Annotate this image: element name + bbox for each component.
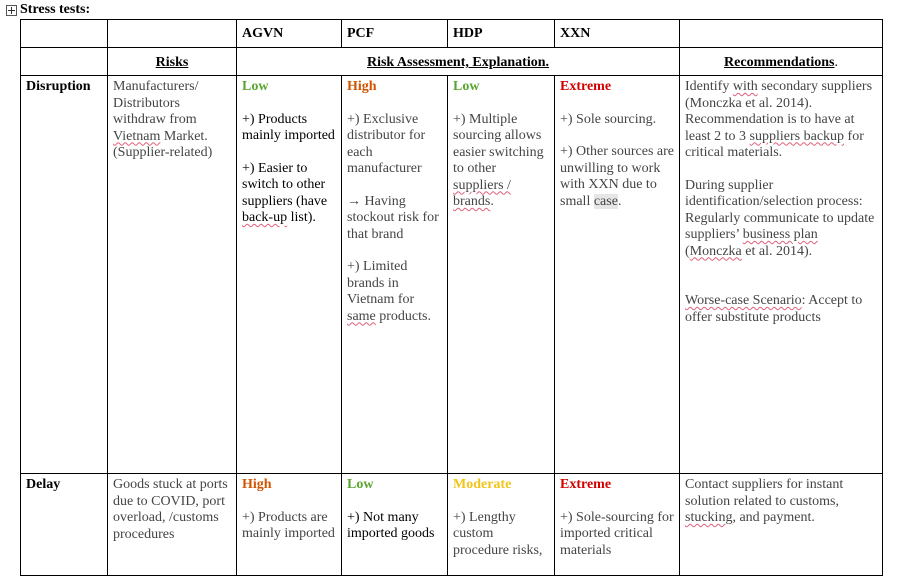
section-title-text: Stress tests: [20,2,91,17]
delay-pcf-note-1: +) Not many imported goods [347,509,435,541]
disruption-hdp-level: Low [453,79,480,94]
rec-1-e: for critical materials. [685,128,864,160]
row-label-delay[interactable]: Delay [21,474,108,576]
disruption-hdp-note-1 [453,112,549,211]
subheader-risks[interactable]: Risks [108,48,237,76]
subheader-recommendations-dot: . [834,55,838,70]
disruption-xxn-level: Extreme [560,79,612,94]
rec-2-business-plan: business plan [742,227,818,242]
pcf-note-3-text: +) Limited brands in Vietnam for [347,259,415,307]
delay-pcf-cell[interactable] [342,474,448,576]
xxn-note-2-case: case [593,193,618,209]
disruption-pcf-cell[interactable] [342,76,448,474]
subheader-cell-empty[interactable] [21,48,108,76]
disruption-risk-vietnam: Vietnam [113,128,161,144]
table-subheader-row [21,48,883,76]
disruption-agvn-level: Low [242,79,269,94]
subheader-recommendations[interactable] [680,48,883,76]
disruption-risk-text: Manufacturers/ Distributors withdraw from [113,79,199,127]
delay-hdp-level: Moderate [453,477,512,492]
delay-hdp-cell[interactable] [448,474,555,576]
disruption-rec-3 [685,293,877,326]
table-header-row [21,20,883,48]
delay-rec-stucking: stucking [685,510,733,525]
rec-2-e: et al. 2014). [741,243,813,259]
rec-1-c: secondary suppliers (Monczka et al. 2014). Recommendation is to have at least 2 to 3 [685,79,873,144]
section-title [6,2,90,18]
delay-risk-cell[interactable]: Goods stuck at ports due to COVID, port overload, /customs procedures [108,474,237,576]
rec-1-suppliers-backup: suppliers backup [749,128,845,144]
disruption-xxn-note-1: +) Sole sourcing. [560,111,657,127]
header-xxn[interactable]: XXN [555,20,680,48]
pcf-note-3-same: same [347,308,376,324]
delay-agvn-level: High [242,477,272,492]
delay-recommendation-cell[interactable] [680,474,883,576]
subheader-recommendations-text: Recommendations [724,55,835,70]
delay-xxn-note-1: +) Sole-sourcing for imported critical materials [560,509,674,558]
disruption-recommendation-cell[interactable] [680,76,883,474]
subheader-risk-assessment[interactable]: Risk Assessment, Explanation. [237,48,680,76]
hdp-note-1-end: . [490,194,494,209]
row-label-disruption[interactable]: Disruption [21,76,108,474]
rec-1-a: Identify [685,79,733,94]
xxn-note-2-end: . [617,193,622,209]
delay-agvn-note-1: +) Products are mainly imported [242,509,335,541]
disruption-risk-cell[interactable] [108,76,237,474]
disruption-agvn-cell[interactable] [237,76,342,474]
header-cell-empty-2[interactable] [108,20,237,48]
disruption-pcf-note-2: → Having stockout risk for that brand [347,193,439,242]
disruption-rec-1 [685,79,877,162]
pcf-note-3-end: products. [375,308,431,324]
hdp-note-1-suppliers: suppliers / brands [453,177,511,209]
table-row-delay [21,474,883,576]
header-cell-empty-3[interactable] [680,20,883,48]
table-row-disruption [21,76,883,474]
delay-rec-c: , and payment. [732,510,815,525]
xxn-note-2-text: +) Other sources are unwilling to work with XXN due to small [560,144,675,209]
delay-xxn-cell[interactable] [555,474,680,576]
stress-test-table [20,19,883,576]
disruption-risk-text-end: Market. (Supplier-related) [113,128,213,160]
rec-2-c: ( [685,243,690,259]
rec-2-a: During supplier identification/selection process: Regularly communicate to update suppliers’ [685,177,875,242]
delay-xxn-level: Extreme [560,477,612,492]
rec-2-monczka: Monczka [689,243,742,259]
disruption-xxn-cell[interactable] [555,76,680,474]
rec-1-with: with [732,79,758,94]
delay-hdp-note-1: +) Lengthy custom procedure risks, [453,509,543,558]
disruption-hdp-cell[interactable] [448,76,555,474]
disruption-xxn-note-2 [560,144,674,210]
delay-rec-a: Contact suppliers for instant solution related to customs, [685,477,844,509]
delay-agvn-cell[interactable] [237,474,342,576]
disruption-pcf-note-3 [347,259,442,325]
agvn-note-2-text: +) Easier to switch to other suppliers (have [242,160,328,209]
hdp-note-1-text: +) Multiple sourcing allows easier switching to other [453,111,544,176]
header-agvn[interactable]: AGVN [237,20,342,48]
header-pcf[interactable]: PCF [342,20,448,48]
header-cell-empty-1[interactable] [21,20,108,48]
rec-3-b: : Accept to offer substitute products [685,293,863,325]
delay-pcf-level: Low [347,477,374,492]
table-move-handle-icon[interactable] [6,5,17,16]
disruption-pcf-note-1: +) Exclusive distributor for each manufacturer [347,111,426,176]
rec-3-worse-case: Worse-case Scenario [685,293,802,308]
disruption-agvn-note-2 [242,161,336,227]
agvn-note-2-end: list). [287,210,316,225]
disruption-agvn-note-1: +) Products mainly imported [242,111,335,143]
disruption-pcf-level: High [347,79,377,94]
agvn-note-2-backup: back-up [242,210,288,225]
disruption-rec-2 [685,178,877,261]
header-hdp[interactable]: HDP [448,20,555,48]
